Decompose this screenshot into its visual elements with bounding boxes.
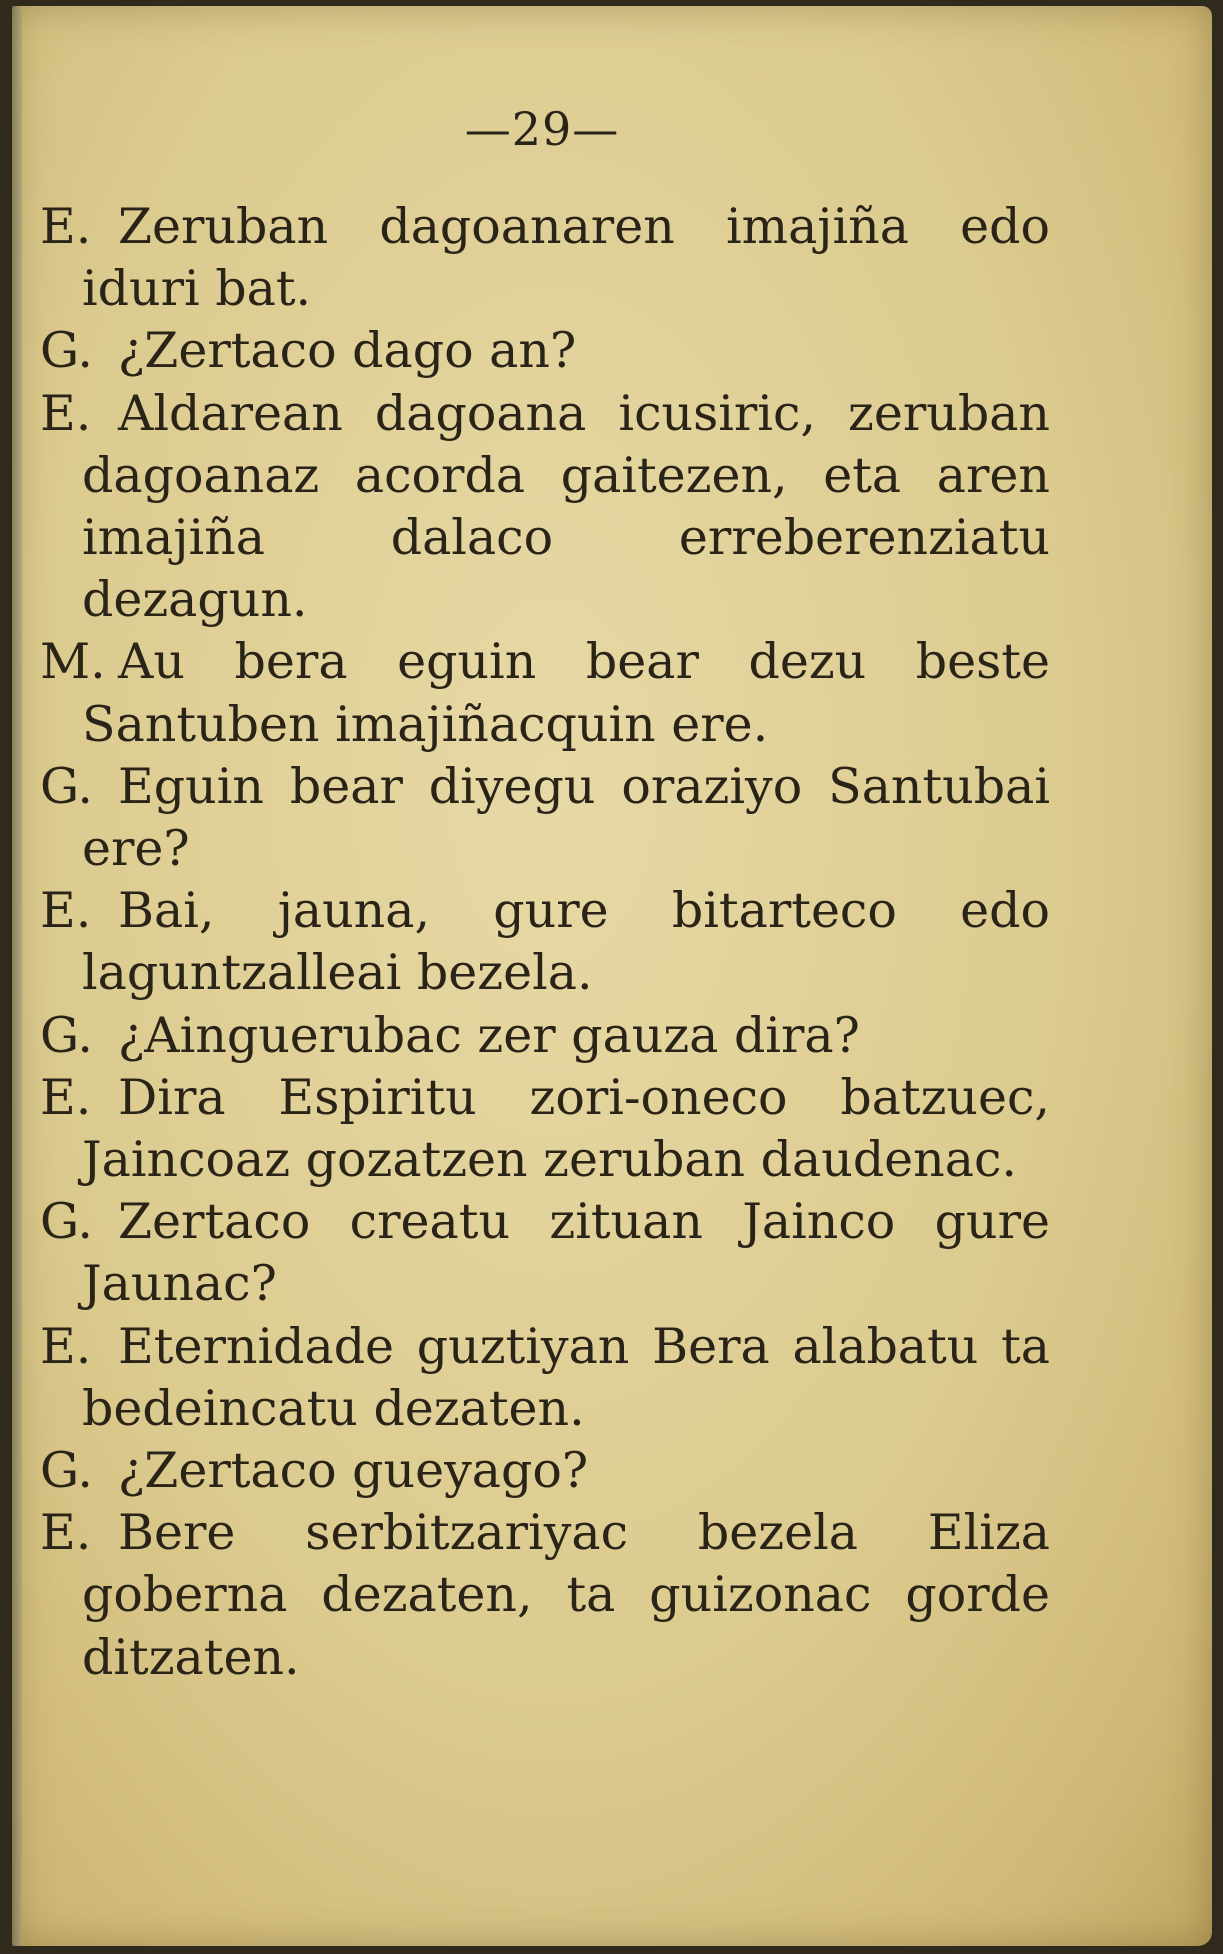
dialogue-entry: [40, 756, 1050, 880]
speaker-label: G.: [40, 322, 93, 380]
speaker-label: G.: [40, 757, 93, 815]
dialogue-entry: [40, 320, 1050, 382]
entry-text: Dira Espiritu zori-oneco batzuec, Jaincoaz gozatzen zeruban daudenac.: [82, 1068, 1050, 1189]
entry-text: ¿Zertaco gueyago?: [118, 1442, 589, 1500]
speaker-label: E.: [40, 384, 92, 442]
dialogue-entry: [40, 1440, 1050, 1502]
speaker-label: G.: [40, 1193, 93, 1251]
dialogue-entry: [40, 383, 1050, 632]
speaker-label: E.: [40, 1068, 92, 1126]
entry-text: ¿Zertaco dago an?: [118, 322, 577, 380]
book-page: [12, 6, 1212, 1946]
dialogue-entry: [40, 1502, 1050, 1689]
dialogue-entry: [40, 1191, 1050, 1315]
speaker-label: G.: [40, 1442, 93, 1500]
dialogue-entry: [40, 1067, 1050, 1191]
dialogue-entry: [40, 631, 1050, 755]
speaker-label: E.: [40, 198, 92, 255]
speaker-label: G.: [40, 1006, 93, 1064]
entry-text: Zeruban dagoanaren imajiña edo iduri bat.: [82, 198, 1050, 318]
entry-text: ¿Ainguerubac zer gauza dira?: [118, 1006, 860, 1064]
entry-text: Eternidade guztiyan Bera alabatu ta bedeincatu dezaten.: [82, 1317, 1050, 1437]
speaker-label: E.: [40, 882, 92, 940]
dialogue-entry: [40, 196, 1050, 320]
entry-text: Au bera eguin bear dezu beste Santuben imajiñacquin ere.: [82, 633, 1050, 753]
speaker-label: M.: [40, 633, 106, 691]
entry-text: Zertaco creatu zituan Jainco gure Jaunac?: [82, 1193, 1050, 1313]
page-number: —29—: [464, 102, 620, 156]
dialogue-entry: [40, 880, 1050, 1004]
entry-text: Bere serbitzariyac bezela Eliza goberna dezaten, ta guizonac gorde ditzaten.: [82, 1504, 1050, 1686]
catechism-text: [40, 196, 1050, 1689]
entry-text: Aldarean dagoana icusiric, zeruban dagoanaz acorda gaitezen, eta aren imajiña dalaco erreberenziatu dezagun.: [82, 384, 1050, 629]
dialogue-entry: [40, 1316, 1050, 1440]
entry-text: Eguin bear diyegu oraziyo Santubai ere?: [82, 757, 1050, 878]
speaker-label: E.: [40, 1504, 92, 1562]
entry-text: Bai, jauna, gure bitarteco edo laguntzalleai bezela.: [82, 882, 1050, 1002]
speaker-label: E.: [40, 1317, 92, 1375]
dialogue-entry: [40, 1005, 1050, 1067]
